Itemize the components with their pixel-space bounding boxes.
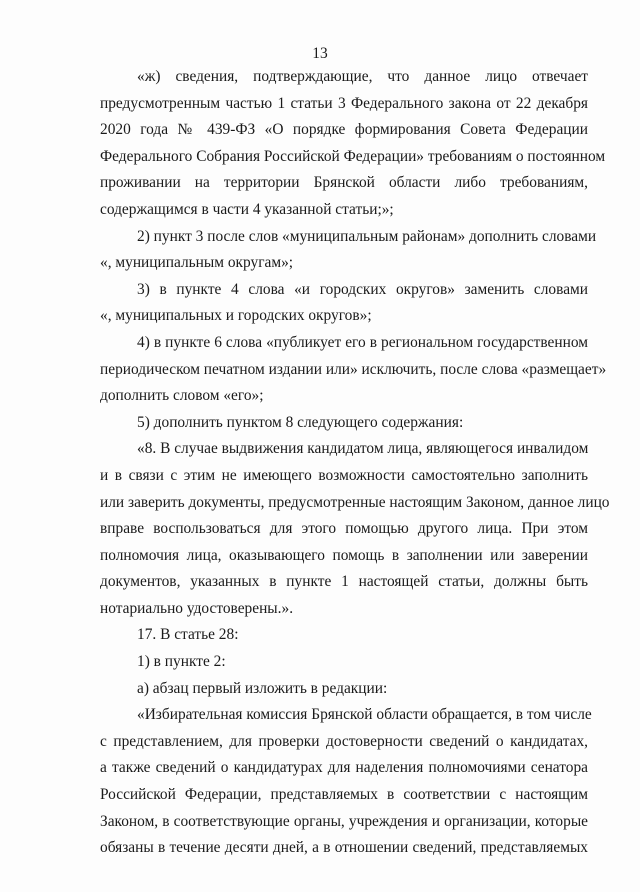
text-line: предусмотренным частью 1 статьи 3 Федерального закона от 22 декабря xyxy=(100,94,588,112)
text-line: 4) в пункте 6 слова «публикует его в региональном государственном xyxy=(137,333,588,351)
text-line: вправе воспользоваться для этого помощью другого лица. При этом xyxy=(100,520,588,538)
text-line: периодическом печатном издании или» исключить, после слова «размещает» xyxy=(100,360,607,378)
text-line: «ж) сведения, подтверждающие, что данное лицо отвечает xyxy=(137,68,588,85)
text-line: полномочия лица, оказывающего помощь в заполнении или заверении xyxy=(100,546,588,564)
text-line: 3) в пункте 4 слова «и городских округов» заменить словами xyxy=(137,280,588,298)
text-line: «, муниципальных и городских округов»; xyxy=(100,307,372,325)
text-line: Законом, в соответствующие органы, учреждения и организации, которые xyxy=(100,812,588,830)
text-line: Российской Федерации, представляемых в соответствии с настоящим xyxy=(100,786,588,804)
text-line: «Избирательная комиссия Брянской области обращается, в том числе xyxy=(137,706,592,724)
text-line: 2020 года № 439-ФЗ «О порядке формирования Совета Федерации xyxy=(100,121,588,139)
text-line: 2) пункт 3 после слов «муниципальным районам» дополнить словами xyxy=(137,227,597,245)
text-line: нотариально удостоверены.». xyxy=(100,599,294,617)
text-line: 17. В статье 28: xyxy=(137,626,239,644)
text-line: обязаны в течение десяти дней, а в отношении сведений, представляемых xyxy=(100,839,588,857)
text-line: и в связи с этим не имеющего возможности самостоятельно заполнить xyxy=(100,466,588,484)
text-line: а) абзац первый изложить в редакции: xyxy=(137,679,388,697)
text-line: а также сведений о кандидатурах для наделения полномочиями сенатора xyxy=(100,759,588,777)
text-line: «, муниципальным округам»; xyxy=(100,254,294,272)
text-line: Федерального Собрания Российской Федерации» требованиям о постоянном xyxy=(100,147,606,165)
text-line: проживании на территории Брянской области либо требованиям, xyxy=(100,174,588,192)
text-line: «8. В случае выдвижения кандидатом лица, являющегося инвалидом xyxy=(137,440,589,458)
text-line: документов, указанных в пункте 1 настоящей статьи, должны быть xyxy=(100,573,588,591)
text-line: или заверить документы, предусмотренные настоящим Законом, данное лицо xyxy=(100,493,610,511)
text-line: 5) дополнить пунктом 8 следующего содержания: xyxy=(137,413,464,431)
text-line: содержащимся в части 4 указанной статьи;»; xyxy=(100,200,394,218)
text-line: с представлением, для проверки достоверности сведений о кандидатах, xyxy=(100,732,588,750)
page-number: 13 xyxy=(312,45,328,62)
document-body xyxy=(100,64,610,862)
text-line: дополнить словом «его»; xyxy=(100,387,264,405)
text-line: 1) в пункте 2: xyxy=(137,653,226,671)
